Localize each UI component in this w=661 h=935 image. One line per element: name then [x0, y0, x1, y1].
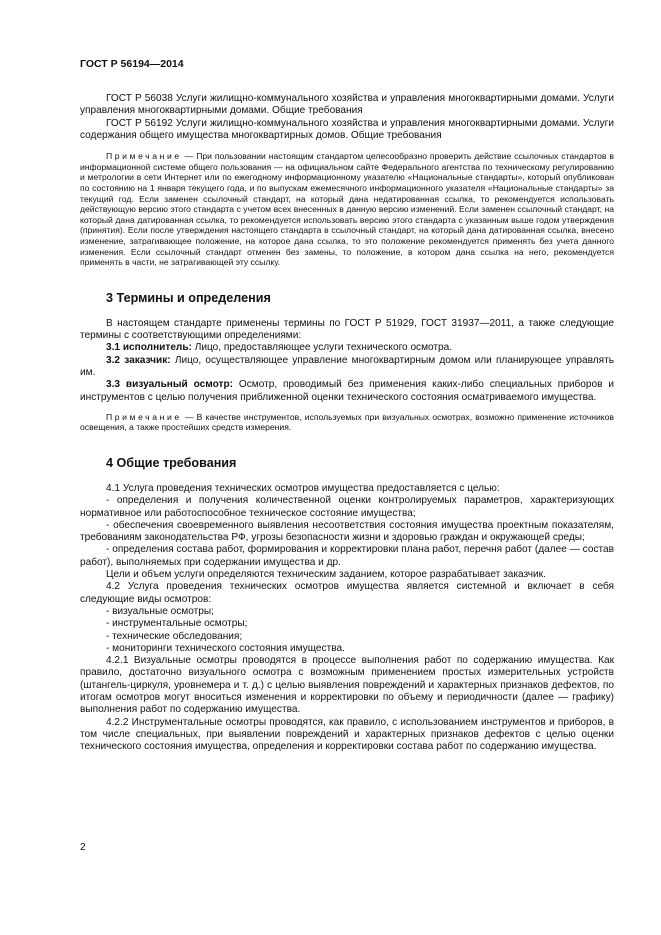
term-definition: Лицо, осуществляющее управление многоквартирным домом или планирующее управлять им. [80, 354, 614, 378]
section-3-intro: В настоящем стандарте применены термины по ГОСТ Р 51929, ГОСТ 31937—2011, а также следующие термины с соответствующими определениями: [80, 317, 614, 342]
note-references [80, 151, 614, 268]
paragraph-4-1: 4.1 Услуга проведения технических осмотров имущества предоставляется с целью: [106, 482, 500, 494]
inspection-kind-item: - инструментальные осмотры; [106, 618, 248, 630]
section-3-heading: 3 Термины и определения [106, 290, 271, 305]
page-content [80, 93, 614, 754]
term-3-3 [80, 379, 614, 404]
note-label: Примечание [106, 411, 182, 422]
document-code-header: ГОСТ Р 56194—2014 [80, 58, 184, 70]
inspection-kind-item: - визуальные осмотры; [106, 605, 214, 617]
paragraph-4-2-2: 4.2.2 Инструментальные осмотры проводятся, как правило, с использованием инструментов и приборов, в том числе специальных, при выявлении повреждений и характерных признаков дефектов с целью оценки технического состояния имущества, определения и корректировки состава работ по содержанию имущества. [80, 716, 614, 753]
goal-item: - определения и получения количественной оценки контролируемых параметров, характеризующих нормативное или работоспособное техническое состояние имущества; [80, 495, 614, 519]
term-name: 3.3 визуальный осмотр: [106, 379, 233, 391]
note-label: Примечание [106, 151, 182, 162]
term-3-1 [80, 342, 614, 354]
paragraph-goals-scope: Цели и объем услуги определяются техническим заданием, которое разрабатывает заказчик. [106, 569, 546, 581]
paragraph-4-2: 4.2 Услуга проведения технических осмотров имущества является системной и включает в себя следующие виды осмотров: [80, 581, 614, 605]
note-visual-inspection [80, 412, 614, 433]
inspection-kind-item: - технические обследования; [106, 630, 243, 642]
goal-item: - определения состава работ, формирования и корректировки плана работ, перечня работ (далее — состав работ), выполняемых при содержании имущества и др. [80, 544, 614, 568]
reference-gost-56192: ГОСТ Р 56192 Услуги жилищно-коммунального хозяйства и управления многоквартирными домами. Услуги содержания общего имущества многоквартирных домов. Общие требования [80, 117, 614, 141]
term-name: 3.1 исполнитель: [106, 342, 192, 354]
reference-gost-56038: ГОСТ Р 56038 Услуги жилищно-коммунального хозяйства и управления многоквартирными домами. Услуги управления многоквартирными домами. Общие требования [80, 93, 614, 117]
term-definition: Лицо, предоставляющее услуги технического осмотра. [191, 342, 453, 354]
note-text: — В качестве инструментов, используемых при визуальных осмотрах, возможно применение источников освещения, а также простейших средств измерения. [80, 411, 614, 433]
section-4-heading: 4 Общие требования [106, 455, 237, 470]
inspection-kind-item: - мониторинги технического состояния имущества. [106, 642, 345, 654]
term-name: 3.2 заказчик: [106, 354, 171, 366]
goal-item: - обеспечения своевременного выявления несоответствия состояния имущества проектным показателям, требованиям законодательства РФ, угрозы безопасности жизни и здоровью граждан и окружающей среды; [80, 519, 614, 544]
term-3-2 [80, 355, 614, 380]
note-text: — При пользовании настоящим стандартом целесообразно проверить действие ссылочных стандартов в информационной системе общего пользования — на официальном сайте Федерального агентства по техническому регулированию и метрологии в сети Интернет или по ежегодному информационному указателю «Национальные стандарты», который опубликован по состоянию на 1 января текущего года, и по выпускам ежемесячного информационного указателя «Национальные стандарты» за текущий год. Если заменен ссылочный стандарт, на который дана недатированная ссылка, то рекомендуется использовать действующую версию этого стандарта с учетом всех внесенных в данную версию изменений. Если заменен ссылочный стандарт, на который дана датированная ссылка, то рекомендуется использовать версию этого стандарта с указанным выше годом утверждения (принятия). Если после утверждения настоящего стандарта в ссылочный стандарт, на который дана датированная ссылка, внесено изменение, затрагивающее положение, на которое дана ссылка, то это положение рекомендуется применять без учета данного изменения. Если ссылочный стандарт отменен без замены, то положение, в котором дана ссылка на него, рекомендуется применять в части, не затрагивающей эту ссылку. [80, 151, 614, 268]
page-number: 2 [80, 842, 86, 853]
term-definition: Осмотр, проводимый без применения каких-либо специальных приборов и инструментов с целью получения приближенной оценки технического состояния осматриваемого имущества. [80, 379, 614, 403]
paragraph-4-2-1: 4.2.1 Визуальные осмотры проводятся в процессе выполнения работ по содержанию имущества. Как правило, достаточно визуального осмотра с возможным применением простых измерительных устройств (штангель-циркуля, уровнемера и т. д.) с целью выявления повреждений и характерных признаков дефектов, по итогам осмотров могут вноситься изменения и корректировки по объему и периодичности (далее — графику) выполнения работ по содержанию имущества. [80, 655, 614, 716]
